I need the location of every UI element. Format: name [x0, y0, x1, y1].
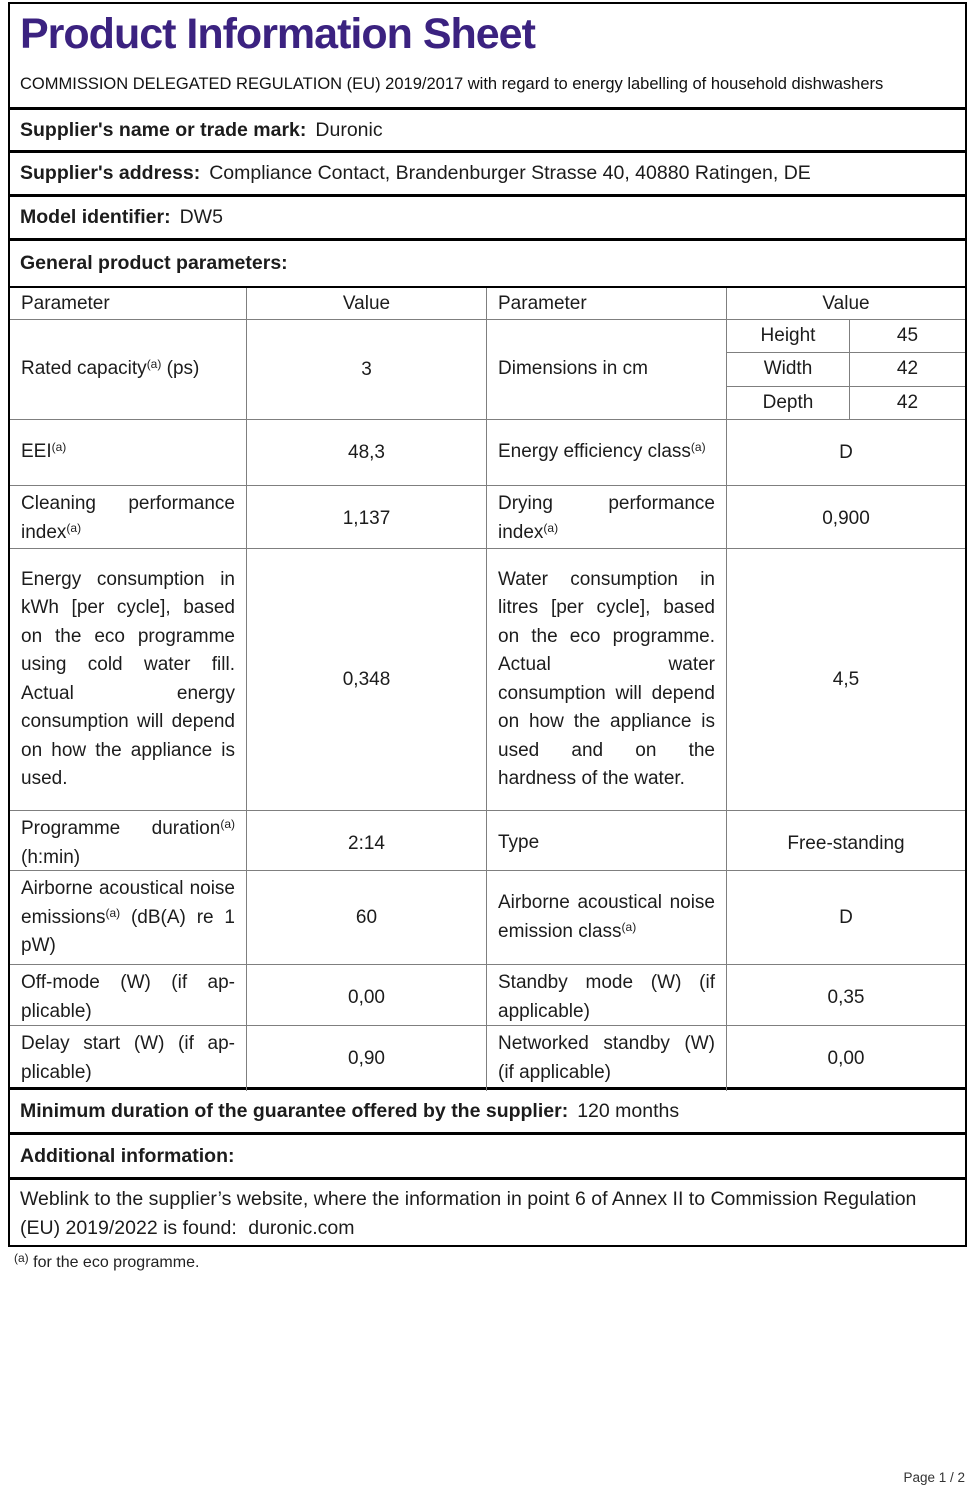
footnote-marker: (a) [14, 1251, 29, 1265]
page-indicator: Page 1 / 2 [903, 1470, 965, 1485]
value-standby-mode: 0,35 [827, 986, 865, 1008]
dimension-row-height [727, 320, 965, 352]
weblink-value: duronic.com [248, 1217, 355, 1239]
dimension-depth-label: Depth [727, 387, 850, 419]
parameters-table-header [10, 286, 965, 319]
param-standby-mode: Standby mode (W) (if applicable) [487, 965, 727, 1030]
model-identifier-row [10, 194, 965, 238]
param-drying-index: Drying performance index$^{(a)}$ [487, 486, 727, 551]
value-drying-index: 0,900 [822, 507, 870, 529]
value-energy-consumption: 0,348 [247, 549, 487, 810]
param-noise-class: Airborne acoustical noise emission class$^{(a)}$ [487, 871, 727, 965]
weblink-row [10, 1177, 965, 1245]
supplier-address-row [10, 150, 965, 194]
value-off-mode: 0,00 [247, 965, 487, 1030]
table-row-eei [10, 419, 965, 485]
header-value-right: Value [822, 292, 870, 314]
regulation-subtitle: COMMISSION DELEGATED REGULATION (EU) 2019/2017 with regard to energy labelling of household dishwashers [20, 75, 884, 93]
header-parameter-right: Parameter [487, 288, 727, 319]
param-water-consumption: Water consumption in litres [per cycle], based on the eco programme. Actual water consumption will depend on how the appliance is used and on the hardness of the water. [487, 549, 727, 810]
supplier-address-value: Compliance Contact, Brandenburger Strasse 40, 40880 Ratingen, DE [209, 162, 811, 184]
param-delay-start: Delay start (W) (if applicable) [10, 1026, 247, 1091]
additional-information-row [10, 1132, 965, 1177]
product-information-sheet [8, 2, 967, 1247]
footnote [14, 1251, 199, 1272]
value-noise-emissions: 60 [247, 871, 487, 965]
additional-information-label: Additional information: [20, 1144, 235, 1167]
table-row-cleaning-index [10, 485, 965, 548]
param-rated-capacity: Rated capacity$^{(a)}$ (ps) [10, 320, 247, 419]
param-programme-duration: Programme duration$^{(a)}$ (h:min) [10, 811, 247, 876]
value-energy-efficiency-class: D [839, 441, 853, 463]
header-value-left: Value [247, 288, 487, 319]
general-parameters-label: General product parameters: [20, 252, 288, 274]
param-networked-standby: Networked standby (W) (if applicable) [487, 1026, 727, 1091]
table-row-rated-capacity [10, 319, 965, 419]
supplier-name-value: Duronic [315, 118, 383, 141]
param-off-mode: Off-mode (W) (if applicable) [10, 965, 247, 1030]
dimension-row-width [727, 352, 965, 385]
dimensions-subtable [727, 320, 965, 419]
param-energy-consumption: Energy consumption in kWh [per cycle], based on the eco programme using cold water fill. Actual energy consumption will depend on how the appliance is used. [10, 549, 247, 810]
table-row-noise [10, 870, 965, 964]
dimension-height-label: Height [727, 320, 850, 352]
guarantee-label: Minimum duration of the guarantee offered by the supplier: [20, 1099, 569, 1122]
model-identifier-value: DW5 [179, 206, 223, 228]
weblink-text: Weblink to the supplier’s website, where the information in point 6 of Annex II to Commission Regulation (EU) 2019/2022 is found: [20, 1188, 917, 1239]
value-programme-duration: 2:14 [247, 811, 487, 876]
value-noise-class: D [839, 906, 853, 928]
value-type: Free-standing [787, 832, 905, 854]
table-row-off-mode [10, 964, 965, 1025]
value-rated-capacity: 3 [247, 320, 487, 419]
dimension-height-value: 45 [896, 325, 919, 347]
footnote-text: for the eco programme. [33, 1254, 200, 1271]
dimension-width-value: 42 [896, 358, 919, 380]
value-water-consumption: 4,5 [832, 668, 860, 690]
title-block [10, 4, 965, 107]
value-networked-standby: 0,00 [827, 1047, 865, 1069]
model-identifier-label: Model identifier: [20, 206, 171, 228]
param-eei: EEI$^{(a)}$ [10, 420, 247, 485]
dimension-row-depth [727, 386, 965, 419]
param-cleaning-index: Cleaning performance index$^{(a)}$ [10, 486, 247, 551]
dimension-depth-value: 42 [896, 391, 919, 413]
page-title: Product Information Sheet [20, 10, 535, 58]
value-delay-start: 0,90 [247, 1026, 487, 1091]
guarantee-value: 120 months [577, 1099, 680, 1122]
param-noise-emissions: Airborne acoustical noise emissions$^{(a)}$ (dB(A) re 1 pW) [10, 871, 247, 965]
dimension-width-label: Width [727, 353, 850, 385]
guarantee-row [10, 1087, 965, 1132]
general-parameters-row [10, 238, 965, 286]
table-row-consumption [10, 548, 965, 810]
param-type: Type [487, 811, 727, 876]
table-row-programme-duration [10, 810, 965, 870]
value-cleaning-index: 1,137 [247, 486, 487, 551]
supplier-name-row [10, 107, 965, 150]
header-parameter-left: Parameter [10, 288, 247, 319]
param-dimensions: Dimensions in cm [487, 320, 727, 419]
param-energy-efficiency-class: Energy efficiency class$^{(a)}$ [487, 420, 727, 485]
value-eei: 48,3 [247, 420, 487, 485]
table-row-delay-start [10, 1025, 965, 1087]
supplier-name-label: Supplier's name or trade mark: [20, 118, 307, 141]
supplier-address-label: Supplier's address: [20, 162, 201, 184]
